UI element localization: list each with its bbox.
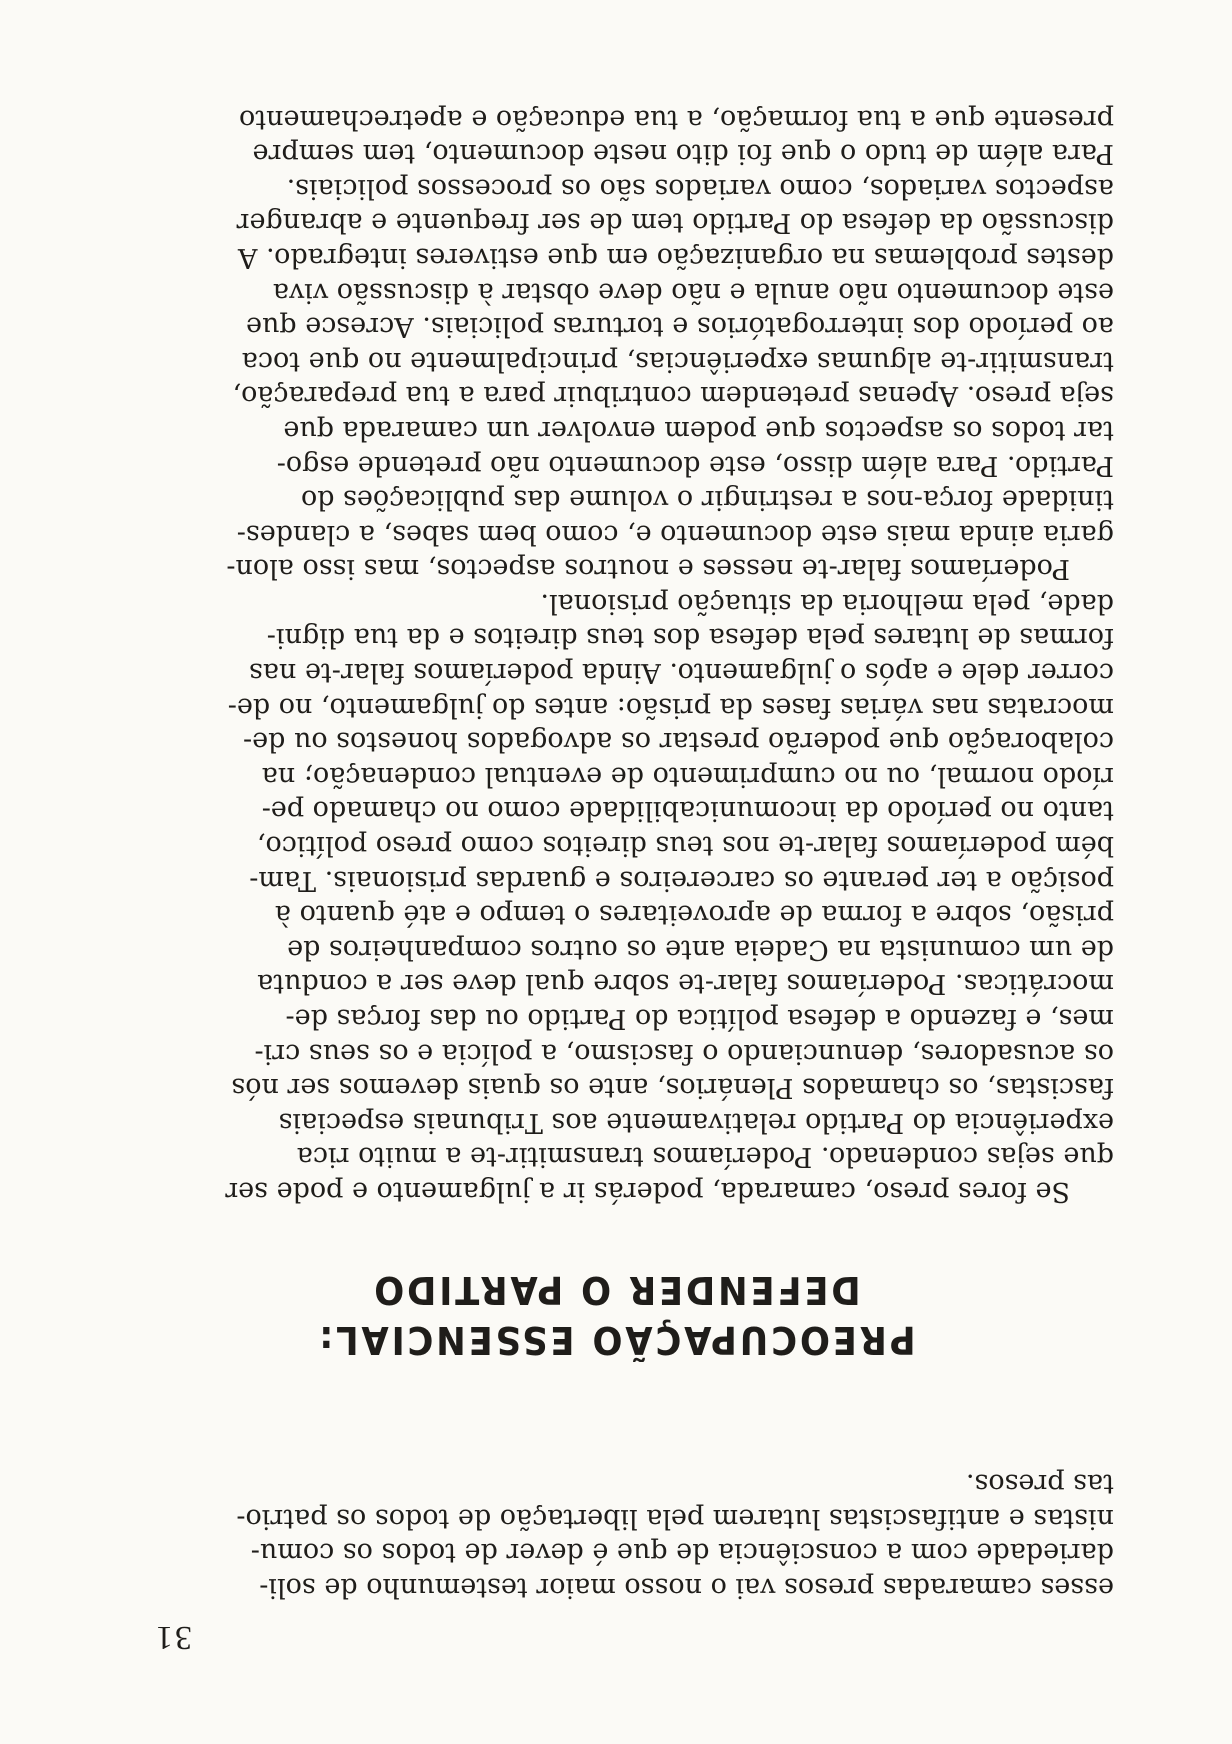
- text-line: Se fores preso, camarada, poderás ir a julgamento e pode ser: [225, 1176, 1070, 1207]
- text-line: tar todos os aspectos que podem envolver um camarada que: [283, 414, 1114, 446]
- text-line: colaboração que poderão prestar os advogados honestos ou de-: [242, 726, 1114, 758]
- text-line: transmitir-te algumas experiências, principalmente no que toca: [241, 345, 1114, 377]
- text-line: nistas e antifascistas lutarem pela libertação de todos os patrio-: [236, 1502, 1114, 1534]
- text-line: Partido. Para além disso, este documento não pretende esgo-: [276, 449, 1114, 481]
- text-line: tanto no período da incomunicabilidade como no chamado pe-: [261, 795, 1114, 827]
- text-line: ríodo normal, ou no cumprimento de eventual condenação; na: [261, 760, 1114, 792]
- text-line: experiência do Partido relativamente aos Tribunais especiais: [278, 1106, 1114, 1138]
- text-line: bém poderíamos falar-te nos teus direitos como preso político,: [256, 830, 1114, 862]
- text-line: prisão, sobre a forma de aproveitares o tempo e até quanto à: [274, 899, 1114, 931]
- text-line: mocratas nas várias fases da prisão: antes do julgamento, no de-: [227, 691, 1114, 723]
- text-line: tas presos.: [965, 1468, 1114, 1500]
- text-line: dariedade com a consciência de que é dever de todos os comu-: [250, 1537, 1114, 1569]
- text-line: de um comunista na Cadeia ante os outros companheiros de: [287, 933, 1114, 965]
- text-line: destes problemas na organização em que estiveres integrado. A: [237, 241, 1114, 273]
- section-heading-line-1: PREOCUPAÇÃO ESSENCIAL:: [316, 1318, 916, 1362]
- text-line: presente que a tua formação, a tua educação e apetrechamento: [239, 103, 1114, 135]
- page-number: 31: [154, 1619, 192, 1656]
- text-line: mes, e fazendo a defesa política do Partido ou das forças de-: [285, 1003, 1114, 1035]
- text-line: tinidade força-nos a restringir o volume das publicações do: [300, 484, 1114, 516]
- text-line: garia ainda mais este documento e, como bem sabes, a clandes-: [236, 518, 1114, 550]
- section-heading-line-2: DEFENDER O PARTIDO: [371, 1268, 861, 1312]
- text-line: correr dele e após o julgamento. Ainda poderíamos falar-te nas: [249, 657, 1114, 689]
- text-line: fascistas, os chamados Plenários, ante os quais devemos ser nós: [231, 1072, 1114, 1104]
- text-line: discussão da defesa do Partido tem de ser frequente e abranger: [236, 207, 1114, 239]
- text-line: Para além de tudo o que foi dito neste documento, tem sempre: [252, 138, 1114, 170]
- body-text: [69, 101, 1114, 1208]
- text-line: ao período dos interrogatórios e torturas policiais. Acresce que: [245, 311, 1114, 343]
- text-line: mocráticas. Poderíamos falar-te sobre qual deve ser a conduta: [257, 968, 1114, 1000]
- text-line: esses camaradas presos vai o nosso maior testemunho de soli-: [259, 1572, 1114, 1603]
- text-line: que sejas condenado. Poderíamos transmitir-te a muito rica: [296, 1141, 1114, 1173]
- text-line: seja preso. Apenas pretendem contribuir para a tua preparação,: [232, 380, 1114, 412]
- text-line: os acusadores, denunciando o fascismo, a polícia e os seus cri-: [254, 1037, 1114, 1069]
- text-line: formas de lutares pela defesa dos teus direitos e da tua digni-: [266, 622, 1114, 654]
- text-line: este documento não anula e não deve obstar à discussão viva: [272, 276, 1114, 308]
- text-line: Poderíamos falar-te nesses e noutros aspectos, mas isso alon-: [226, 553, 1070, 585]
- text-line: dade, pela melhoria da situação prisional.: [540, 587, 1114, 619]
- text-line: posição a ter perante os carcereiros e guardas prisionais. Tam-: [249, 864, 1114, 896]
- text-line: aspectos variados, como variados são os processos policiais.: [286, 172, 1114, 204]
- intro-text: [69, 1466, 1114, 1604]
